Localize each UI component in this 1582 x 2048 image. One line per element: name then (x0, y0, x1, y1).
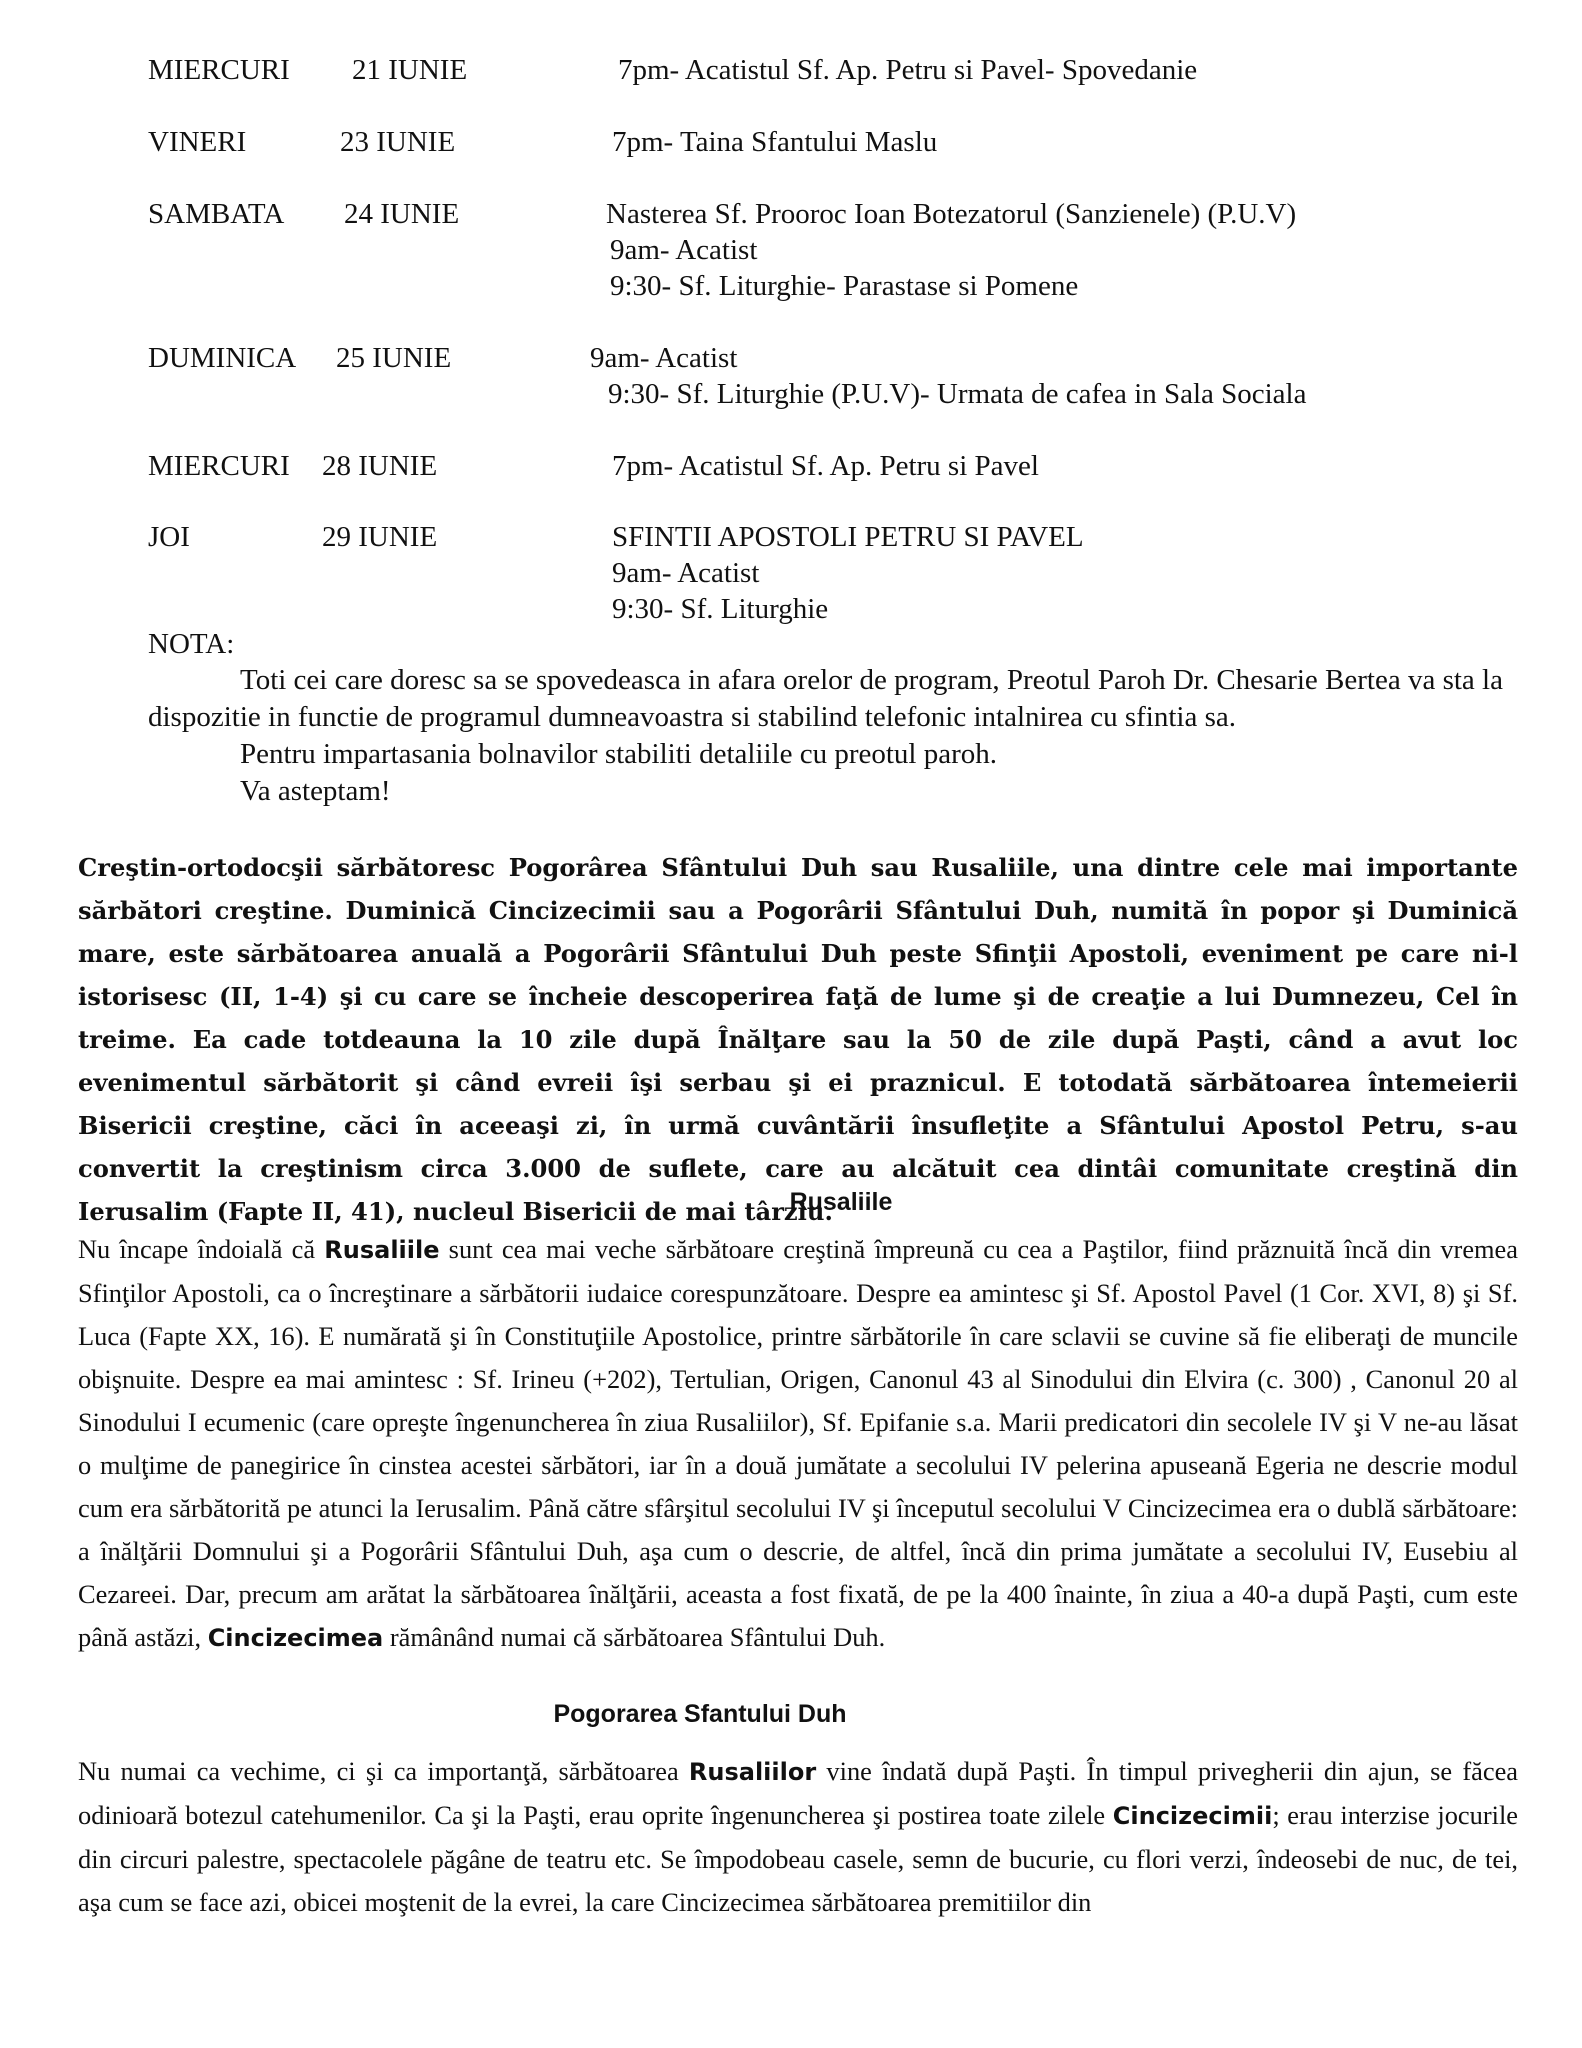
bold-term: Rusaliile (324, 1236, 440, 1264)
bold-term: Cincizecimii (1112, 1802, 1273, 1830)
schedule-event: 7pm- Acatistul Sf. Ap. Petru si Pavel- Spovedanie (618, 54, 1198, 86)
pogorarea-paragraph (78, 1750, 1518, 1924)
section-heading-pogorarea: Pogorarea Sfantului Duh (553, 1700, 847, 1728)
intro-text: Creştin-ortodocşii sărbătoresc Pogorârea Sfântului Duh sau Rusaliile, una dintre cele mai importante sărbători creştine. Duminică Cincizecimii sau a Pogorârii Sfântului Duh, numită în popor şi Duminică mare, este sărbătoarea anuală a Pogorârii Sfântului Duh peste Sfinţii Apostoli, eveniment pe care ni-l istorisesc (II, 1-4) şi cu care se încheie descoperirea faţă de lume şi de creaţie a lui Dumnezeu, Cel în treime. Ea cade totdeauna la 10 zile după Înălţare sau la 50 de zile după Paşti, când a avut loc evenimentul sărbătorit şi când evreii îşi serbau şi ei praznicul. E totodată sărbătoarea întemeierii Bisericii creştine, căci în aceeaşi zi, în urmă cuvântării însufleţite a Sfântului Apostol Petru, s-au convertit la creştinism circa 3.000 de suflete, care au alcătuit cea dintâi comunitate creştină din Ierusalim (Fapte II, 41), nucleul Bisericii de mai târziu. (78, 853, 1518, 1226)
nota-text (148, 662, 1518, 810)
schedule-event: 9am- Acatist (612, 557, 760, 589)
schedule-date: 23 IUNIE (340, 126, 456, 158)
text-run: ; erau interzise jocurile din circuri palestre, spectacolele păgâne de teatru etc. Se împodobeau casele, semn de bucurie, cu flori verzi, îndeosebi de nuc, de tei, aşa cum se face azi, obicei moştenit de la evrei, la care Cincizecimea sărbătoarea premitiilor din (78, 1800, 1519, 1917)
schedule-event: 9:30- Sf. Liturghie (P.U.V)- Urmata de cafea in Sala Sociala (608, 378, 1307, 410)
nota-label: NOTA: (148, 628, 235, 660)
schedule-events (618, 52, 1197, 88)
nota-paragraph: Va asteptam! (240, 775, 391, 807)
schedule-events (612, 448, 1039, 484)
bold-term: Cincizecimea (207, 1624, 384, 1652)
schedule-events (612, 124, 937, 160)
schedule-day: MIERCURI (148, 450, 290, 482)
schedule-date: 21 IUNIE (352, 54, 468, 86)
schedule-event: 9am- Acatist (610, 234, 758, 266)
nota-paragraph: Pentru impartasania bolnavilor stabiliti detaliile cu preotul paroh. (240, 738, 998, 770)
schedule-event: 7pm- Taina Sfantului Maslu (612, 126, 938, 158)
intro-paragraph (78, 846, 1518, 1233)
schedule-event: 9:30- Sf. Liturghie (612, 593, 829, 625)
text-run: Nu încape îndoială că (78, 1234, 325, 1264)
schedule-day: SAMBATA (148, 198, 285, 230)
rusaliile-paragraph (78, 1228, 1518, 1660)
schedule-events (590, 340, 1306, 412)
schedule-day: MIERCURI (148, 54, 290, 86)
text-run: vine îndată după Paşti. În timpul privegherii din ajun, se făcea odinioară botezul catehumenilor. Ca şi la Paşti, erau oprite îngenuncherea şi postirea toate zilele (78, 1756, 1518, 1830)
nota-paragraph: Toti cei care doresc sa se spovedeasca in afara orelor de program, Preotul Paroh Dr. Chesarie Bertea va sta la dispozitie in functie de programul dumneavoastra si stabilind telefonic intalnirea cu sfintia sa. (148, 664, 1503, 733)
text-run: sunt cea mai veche sărbătoare creştină împreună cu cea a Paştilor, fiind prăznuită încă din vremea Sfinţilor Apostoli, ca o încreştinare a sărbătorii iudaice corespunzătoare. Despre ea amintesc şi Sf. Apostol Pavel (1 Cor. XVI, 8) şi Sf. Luca (Fapte XX, 16). E numărată şi în Constituţiile Apostolice, printre sărbătorile în care sclavii se cuvine să fie eliberaţi de muncile obişnuite. Despre ea mai amintesc : Sf. Irineu (+202), Tertulian, Origen, Canonul 43 al Sinodului din Elvira (c. 300) , Canonul 20 al Sinodului I ecumenic (care opreşte îngenuncherea în ziua Rusaliilor), Sf. Epifanie s.a. Marii predicatori din secolele IV şi V ne-au lăsat o mulţime de panegirice în cinstea acestei sărbători, iar în a două jumătate a secolului IV pelerina apuseană Egeria ne descrie modul cum era sărbătorită pe atunci la Ierusalim. Până către sfârşitul secolului IV şi începutul secolului V Cincizecimea era o dublă sărbătoare: a înălţării Domnului şi a Pogorârii Sfântului Duh, aşa cum o descrie, de altfel, încă din prima jumătate a secolului IV, Eusebiu al Cezareei. Dar, precum am arătat la sărbătoarea înălţării, aceasta a fost fixată, de pe la 400 înainte, în ziua a 40-a după Paşti, cum este până astăzi, (78, 1234, 1518, 1652)
text-run: rămânând numai că sărbătoarea Sfântului Duh. (383, 1622, 886, 1652)
schedule-date: 28 IUNIE (322, 450, 438, 482)
bold-term: Rusaliilor (688, 1758, 817, 1786)
schedule-events (612, 519, 1084, 627)
schedule-date: 24 IUNIE (344, 198, 460, 230)
schedule-day: VINERI (148, 126, 247, 158)
schedule-day: JOI (148, 521, 190, 553)
section-heading-rusaliile: Rusaliile (789, 1188, 893, 1216)
schedule-event: 7pm- Acatistul Sf. Ap. Petru si Pavel (612, 450, 1039, 482)
schedule-events (606, 196, 1296, 304)
schedule-date: 29 IUNIE (322, 521, 438, 553)
text-run: Nu numai ca vechime, ci şi ca importanţă, sărbătoarea (78, 1756, 689, 1786)
schedule-event: 9:30- Sf. Liturghie- Parastase si Pomene (610, 270, 1079, 302)
schedule-date: 25 IUNIE (336, 342, 452, 374)
schedule-event: SFINTII APOSTOLI PETRU SI PAVEL (612, 521, 1084, 553)
schedule-event: 9am- Acatist (590, 342, 738, 374)
schedule-event: Nasterea Sf. Prooroc Ioan Botezatorul (Sanzienele) (P.U.V) (606, 198, 1297, 230)
schedule-day: DUMINICA (148, 342, 297, 374)
